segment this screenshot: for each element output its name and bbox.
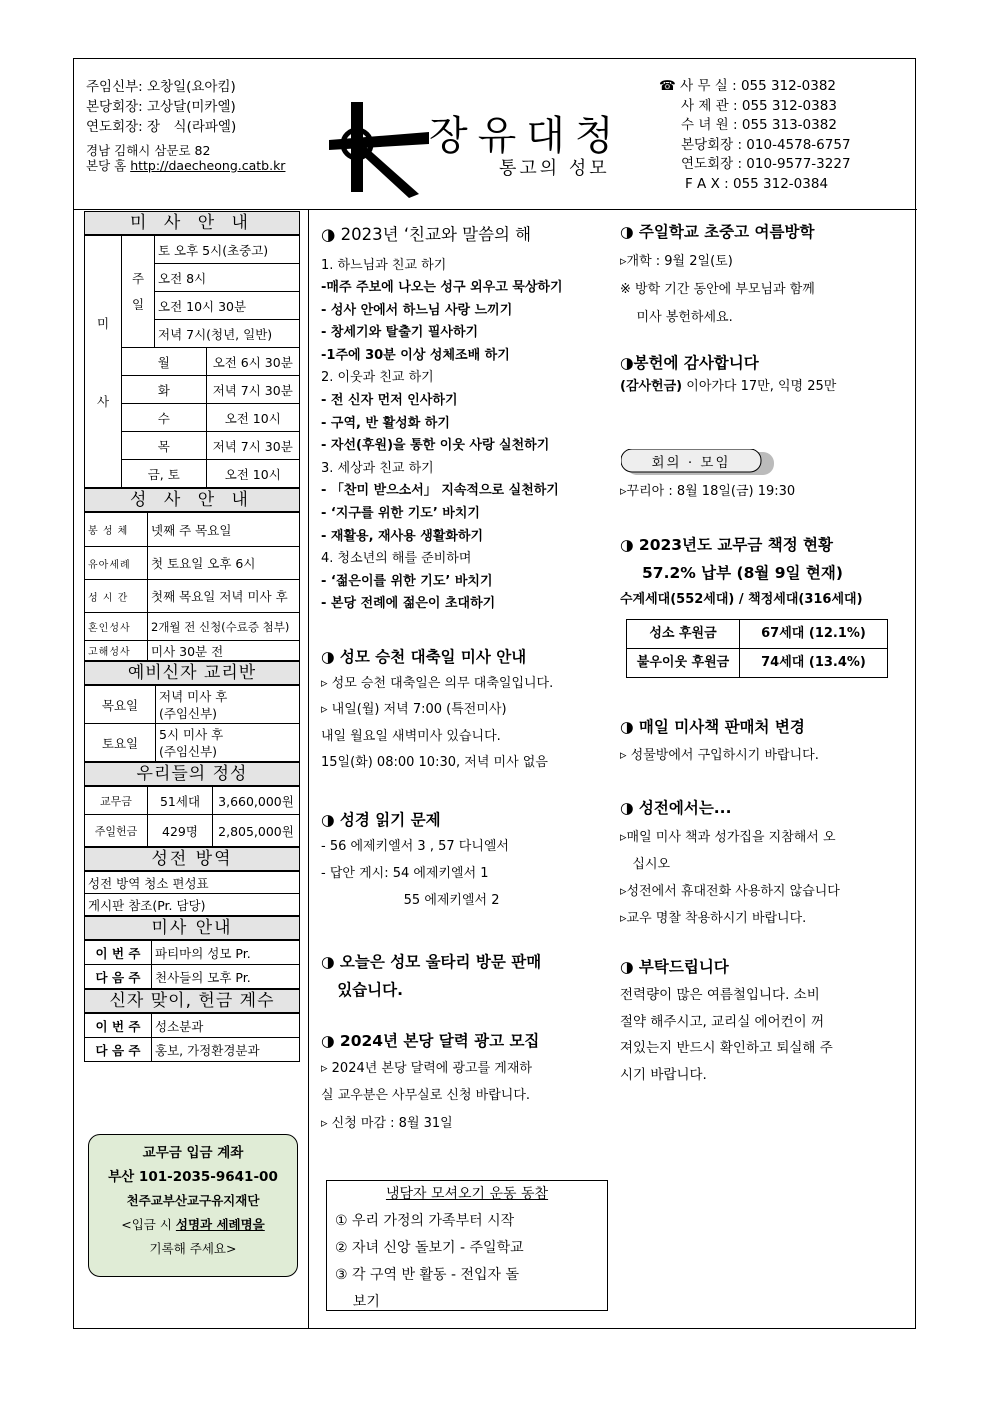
contact-row: 본당회장 : 010-4578-6757 xyxy=(681,136,851,153)
s1-item: - 창세기와 탈출기 필사하기 xyxy=(321,325,479,341)
account-holder: 천주교부산교구유지재단 xyxy=(126,1193,260,1208)
s1-item: 2. 이웃과 친교 하기 xyxy=(321,370,434,386)
contact-list xyxy=(659,77,851,194)
box-item: ③ 각 구역 반 활동 - 전입자 돌 xyxy=(335,1267,519,1283)
offering-key: 교무금 xyxy=(85,787,148,815)
offering-count: 51세대 xyxy=(148,787,213,815)
s1-item: - ‘젊은이를 위한 기도’ 바치기 xyxy=(321,573,493,589)
welcome-table xyxy=(84,1013,300,1062)
week-label: 이 번 주 xyxy=(85,941,152,965)
right-column-lower xyxy=(620,481,907,1088)
mass-guide-heading: 미 사 안 내 xyxy=(84,211,300,235)
s4-title-cont: 있습니다. xyxy=(321,981,403,999)
weekday-time: 오전 10시 xyxy=(206,404,300,432)
box-item: ① 우리 가정의 가족부터 시작 xyxy=(335,1213,515,1229)
r6-item: ▹교우 명찰 착용하시기 바랍니다. xyxy=(620,910,807,926)
r6-item: 십시오 xyxy=(620,856,671,872)
middle-column xyxy=(321,224,621,1137)
offering-amount: 3,660,000원 xyxy=(213,787,300,815)
week-value: 홍보, 가정환경분과 xyxy=(152,1038,300,1062)
sacrament-key: 고해성사 xyxy=(85,641,148,661)
r1-item: ▹개학 : 9월 2일(토) xyxy=(620,253,733,269)
sunday-time: 오전 10시 30분 xyxy=(155,292,300,320)
s1-item: -1주에 30분 이상 성체조배 하기 xyxy=(321,347,510,363)
catechumen-day: 목요일 xyxy=(85,686,156,724)
mass-table xyxy=(84,235,300,488)
weekday-time: 오전 6시 30분 xyxy=(206,348,300,376)
lapsed-campaign-box xyxy=(326,1180,608,1311)
s1-item: - 성사 안에서 하느님 사랑 느끼기 xyxy=(321,302,513,318)
r7-line: 시기 바랍니다. xyxy=(620,1066,707,1083)
s5-item: ▹ 2024년 본당 달력에 광고를 게재하 xyxy=(321,1060,532,1076)
s1-item: - 전 신자 먼저 인사하기 xyxy=(321,393,458,409)
contact-row: F A X : 055 312-0384 xyxy=(685,175,829,192)
s3-item: - 56 에제키엘서 3 , 57 다니엘서 xyxy=(321,839,509,854)
memorial-president-line: 연도회장: 장 식(라파엘) xyxy=(86,119,237,135)
s3-title: ◑ 성경 읽기 문제 xyxy=(321,810,441,829)
parish-president-line: 본당회장: 고상달(미카엘) xyxy=(86,99,236,115)
s1-item: - 본당 전례에 젊은이 초대하기 xyxy=(321,596,496,612)
r5-title: ◑ 매일 미사책 판매처 변경 xyxy=(620,718,805,736)
s5-item: 실 교우분은 사무실로 신청 바랍니다. xyxy=(321,1088,531,1103)
week-label: 이 번 주 xyxy=(85,1014,152,1038)
weekday: 금, 토 xyxy=(122,460,207,488)
box-item: 보기 xyxy=(335,1294,380,1310)
weekday-time: 저녁 7시 30분 xyxy=(206,376,300,404)
offering-count: 429명 xyxy=(148,815,213,847)
sacrament-key: 봉 성 체 xyxy=(85,513,148,547)
contact-row: 수 녀 원 : 055 313-0382 xyxy=(681,117,837,133)
support-key: 성소 후원금 xyxy=(627,620,740,649)
weekday: 수 xyxy=(122,404,207,432)
s1-item: 3. 세상과 친교 하기 xyxy=(321,460,434,476)
r1-item: 미사 봉헌하세요. xyxy=(620,309,733,325)
s1-item: - 「찬미 받으소서」 지속적으로 실천하기 xyxy=(321,483,559,499)
column-divider xyxy=(308,209,309,1329)
mass-rowhead: 미 사 xyxy=(85,236,122,488)
pastor-line: 주임신부: 오창일(요아킴) xyxy=(86,79,236,95)
s1-list xyxy=(321,255,621,617)
parish-subtitle: 통고의 성모 xyxy=(499,158,610,179)
s5-title: ◑ 2024년 본당 달력 광고 모집 xyxy=(321,1032,540,1050)
meeting-pill xyxy=(621,449,769,475)
r1-item: ※ 방학 기간 동안에 부모님과 함께 xyxy=(620,281,815,297)
s1-item: - 자선(후원)을 통한 이웃 사랑 실천하기 xyxy=(321,438,550,454)
s3-item: 55 에제키엘서 2 xyxy=(321,893,500,908)
support-value: 67세대 (12.1%) xyxy=(740,620,888,649)
catechumen-heading: 예비신자 교리반 xyxy=(84,661,300,685)
s2-item: ▹ 성모 승천 대축일은 의무 대축일입니다. xyxy=(321,675,554,691)
sacrament-table xyxy=(84,512,300,661)
offering-amount: 2,805,000원 xyxy=(213,815,300,847)
welcome-heading: 신자 맞이, 헌금 계수 xyxy=(84,989,300,1013)
support-key: 불우이웃 후원금 xyxy=(627,649,740,678)
weekday: 화 xyxy=(122,376,207,404)
homepage-label: 본당 홈 xyxy=(86,158,127,173)
sacrament-value: 첫째 목요일 저녁 미사 후 xyxy=(148,580,300,613)
r1-title: ◑ 주일학교 초중고 여름방학 xyxy=(620,223,815,241)
offering-table xyxy=(84,786,300,847)
r7-title: ◑ 부탁드립니다 xyxy=(620,957,729,976)
s1-title: ◑ 2023년 ‘친교와 말씀의 해 xyxy=(321,225,532,244)
s1-item: - 구역, 반 활성화 하기 xyxy=(321,415,450,431)
clean-heading: 성전 방역 xyxy=(84,847,300,871)
box-title: 냉담자 모셔오기 운동 동참 xyxy=(385,1186,549,1202)
contact-row: 연도회장 : 010-9577-3227 xyxy=(681,156,851,172)
mass-notice-table xyxy=(84,940,300,989)
r7-line: 져있는지 반드시 확인하고 퇴실해 주 xyxy=(620,1040,833,1056)
contact-row: ☎ 사 무 실 : 055 312-0382 xyxy=(659,78,837,94)
weekday: 월 xyxy=(122,348,207,376)
r4-line2: 수계세대(552세대) / 책정세대(316세대) xyxy=(620,591,863,607)
week-label: 다 음 주 xyxy=(85,965,152,989)
s5-item: ▹ 신청 마감 : 8월 31일 xyxy=(321,1115,453,1131)
sunday-head: 주 일 xyxy=(122,236,155,348)
s4-title: ◑ 오늘은 성모 울타리 방문 판매 xyxy=(321,953,542,971)
s3-item: - 답안 게시: 54 에제키엘서 1 xyxy=(321,866,489,881)
r4-title: ◑ 2023년도 교무금 책정 현황 xyxy=(620,535,834,554)
sacrament-key: 혼인성사 xyxy=(85,613,148,641)
s1-item: - ‘지구를 위한 기도’ 바치기 xyxy=(321,506,480,522)
catechumen-table xyxy=(84,685,300,762)
r2-title: ◑봉헌에 감사합니다 xyxy=(620,353,759,372)
s2-item: ▹ 내일(월) 저녁 7:00 (특전미사) xyxy=(321,702,507,717)
support-table xyxy=(626,619,888,678)
support-value: 74세대 (13.4%) xyxy=(740,649,888,678)
offering-heading: 우리들의 정성 xyxy=(84,762,300,786)
week-value: 천사들의 모후 Pr. xyxy=(152,965,300,989)
box-item: ② 자녀 신앙 돌보기 - 주일학교 xyxy=(335,1240,524,1256)
offering-key: 주일헌금 xyxy=(85,815,148,847)
r6-item: ▹매일 미사 책과 성가집을 지참해서 오 xyxy=(620,829,836,845)
homepage-link[interactable]: http://daecheong.catb.kr xyxy=(130,158,286,173)
r2-label: (감사헌금) xyxy=(620,379,683,394)
clean-line: 성전 방역 청소 편성표 xyxy=(85,872,300,894)
address: 경남 김해시 삼문로 82 xyxy=(86,143,211,158)
clean-line: 게시판 참조(Pr. 담당) xyxy=(85,894,300,916)
cross-logo-icon xyxy=(329,94,439,204)
week-value: 파티마의 성모 Pr. xyxy=(152,941,300,965)
sacrament-value: 2개월 전 신청(수료증 첨부) xyxy=(148,613,300,641)
sunday-time: 토 오후 5시(초중고) xyxy=(155,236,300,264)
parish-title: 장유대청 xyxy=(429,113,624,159)
s2-title: ◑ 성모 승천 대축일 미사 안내 xyxy=(321,648,527,666)
r3-item: ▹꾸리아 : 8월 18일(금) 19:30 xyxy=(620,484,796,499)
account-box: 교무금 입금 계좌 부산 101-2035-9641-00 천주교부산교구유지재단 <입금 시 성명과 세례명을 기록해 주세요> xyxy=(88,1134,298,1277)
left-column xyxy=(84,211,300,1062)
r6-title: ◑ 성전에서는... xyxy=(620,799,732,817)
s1-item: -매주 주보에 나오는 성구 외우고 묵상하기 xyxy=(321,280,563,296)
sacrament-value: 첫 토요일 오후 6시 xyxy=(148,547,300,580)
sunday-time: 저녁 7시(청년, 일반) xyxy=(155,320,300,348)
clean-table xyxy=(84,871,300,916)
r7-line: 절약 해주시고, 교리실 에어컨이 꺼 xyxy=(620,1013,825,1030)
s2-item: 내일 월요일 새벽미사 있습니다. xyxy=(321,728,501,744)
catechumen-desc: 저녁 미사 후 (주임신부) xyxy=(156,686,300,724)
sacrament-key: 유아세례 xyxy=(85,547,148,580)
account-title: 교무금 입금 계좌 xyxy=(142,1145,244,1161)
s1-item: - 재활용, 재사용 생활화하기 xyxy=(321,528,484,544)
bulletin-page xyxy=(73,58,916,1329)
weekday: 목 xyxy=(122,432,207,460)
sacrament-value: 넷째 주 목요일 xyxy=(148,513,300,547)
mass-notice-heading: 미사 안내 xyxy=(84,916,300,940)
r7-line: 전력량이 많은 여름철입니다. 소비 xyxy=(620,987,820,1003)
r5-item: ▹ 성물방에서 구입하시기 바랍니다. xyxy=(620,747,819,763)
week-label: 다 음 주 xyxy=(85,1038,152,1062)
header-officers xyxy=(86,77,285,173)
pill-label: 회의 · 모임 xyxy=(651,455,731,471)
weekday-time: 저녁 7시 30분 xyxy=(206,432,300,460)
contact-row: 사 제 관 : 055 312-0383 xyxy=(681,97,837,114)
sacrament-key: 성 시 간 xyxy=(85,580,148,613)
sacrament-heading: 성 사 안 내 xyxy=(84,488,300,512)
s1-item: 1. 하느님과 친교 하기 xyxy=(321,257,447,273)
s1-item: 4. 청소년의 해를 준비하며 xyxy=(321,551,472,567)
s2-item: 15일(화) 08:00 10:30, 저녁 미사 없음 xyxy=(321,755,548,770)
r4-line1: 57.2% 납부 (8월 9일 현재) xyxy=(642,564,843,582)
sacrament-value: 미사 30분 전 xyxy=(148,641,300,661)
catechumen-day: 토요일 xyxy=(85,724,156,762)
week-value: 성소분과 xyxy=(152,1014,300,1038)
right-column xyxy=(620,221,907,399)
sunday-time: 오전 8시 xyxy=(155,264,300,292)
catechumen-desc: 5시 미사 후 (주임신부) xyxy=(156,724,300,762)
header-divider xyxy=(74,209,917,210)
r6-item: ▹성전에서 휴대전화 사용하지 않습니다 xyxy=(620,883,840,899)
weekday-time: 오전 10시 xyxy=(206,460,300,488)
account-number[interactable]: 부산 101-2035-9641-00 xyxy=(108,1169,278,1185)
r2-text: 이아가다 17만, 익명 25만 xyxy=(682,379,837,394)
